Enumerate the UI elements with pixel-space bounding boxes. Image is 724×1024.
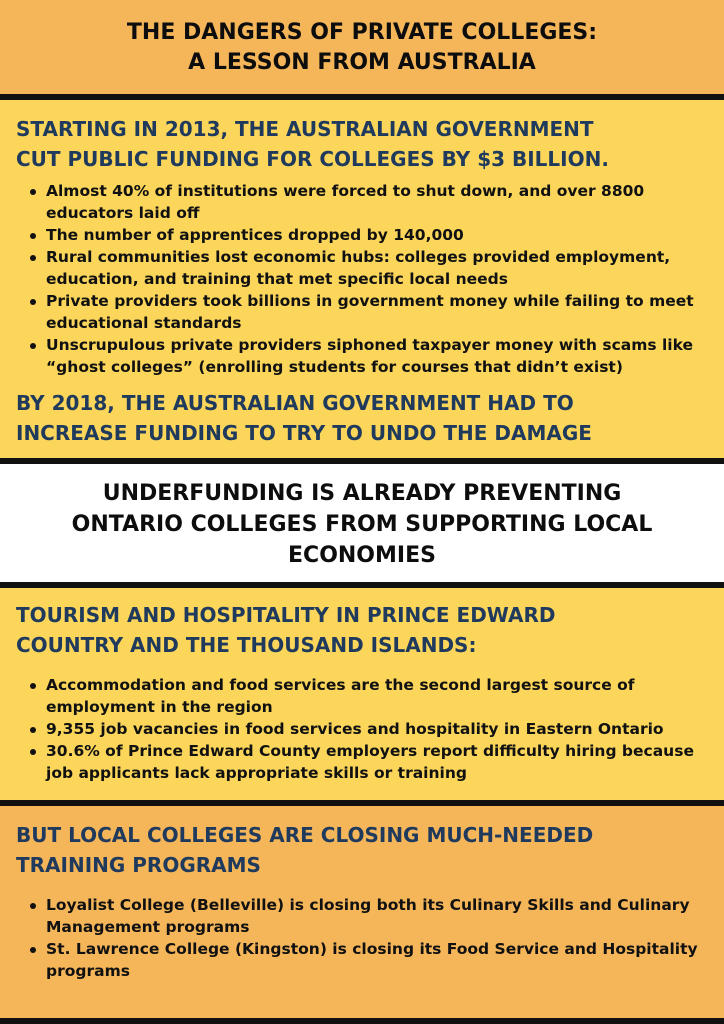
- list-item: Unscrupulous private providers siphoned taxpayer money with scams like “ghost colleges” (enrolling students for courses that didn’t exist): [16, 334, 698, 378]
- closing-bullet-list: [16, 894, 708, 982]
- list-item: Loyalist College (Belleville) is closing both its Culinary Skills and Culinary Management programs: [16, 894, 698, 938]
- list-item: Rural communities lost economic hubs: colleges provided employment, education, and training that met specific local needs: [16, 246, 698, 290]
- australia-section: [0, 100, 724, 458]
- australia-conclusion-line-1: BY 2018, THE AUSTRALIAN GOVERNMENT HAD TO: [16, 391, 574, 415]
- ontario-statement-line-1: UNDERFUNDING IS ALREADY PREVENTING: [102, 481, 622, 506]
- list-item: 30.6% of Prince Edward County employers report difficulty hiring because job applicants lack appropriate skills or training: [16, 740, 698, 784]
- header-title-line-1: THE DANGERS OF PRIVATE COLLEGES:: [126, 20, 598, 45]
- list-item: The number of apprentices dropped by 140,000: [16, 224, 698, 246]
- list-item: St. Lawrence College (Kingston) is closing its Food Service and Hospitality programs: [16, 938, 698, 982]
- australia-conclusion-line-2: INCREASE FUNDING TO TRY TO UNDO THE DAMAGE: [16, 421, 592, 445]
- ontario-statement-line-2: ONTARIO COLLEGES FROM SUPPORTING LOCAL: [71, 512, 653, 537]
- australia-bullet-list: [16, 180, 708, 378]
- list-item: Accommodation and food services are the second largest source of employment in the region: [16, 674, 698, 718]
- list-item: Almost 40% of institutions were forced to shut down, and over 8800 educators laid off: [16, 180, 698, 224]
- tourism-bullet-list: [16, 674, 708, 784]
- australia-heading-line-1: STARTING IN 2013, THE AUSTRALIAN GOVERNMENT: [16, 117, 594, 141]
- closing-heading-line-1: BUT LOCAL COLLEGES ARE CLOSING MUCH-NEEDED: [16, 823, 594, 847]
- closing-programs-section: [0, 806, 724, 1018]
- header-title-line-2: A LESSON FROM AUSTRALIA: [188, 50, 536, 75]
- header-band: [0, 0, 724, 94]
- ontario-statement-line-3: ECONOMIES: [288, 543, 436, 568]
- australia-heading-line-2: CUT PUBLIC FUNDING FOR COLLEGES BY $3 BILLION.: [16, 147, 609, 171]
- tourism-heading-line-2: COUNTRY AND THE THOUSAND ISLANDS:: [16, 633, 477, 657]
- tourism-section: [0, 588, 724, 800]
- closing-heading-line-2: TRAINING PROGRAMS: [16, 853, 261, 877]
- ontario-statement-band: [0, 464, 724, 582]
- divider: [0, 1018, 724, 1024]
- list-item: 9,355 job vacancies in food services and hospitality in Eastern Ontario: [16, 718, 698, 740]
- list-item: Private providers took billions in government money while failing to meet educational standards: [16, 290, 698, 334]
- tourism-heading-line-1: TOURISM AND HOSPITALITY IN PRINCE EDWARD: [16, 603, 556, 627]
